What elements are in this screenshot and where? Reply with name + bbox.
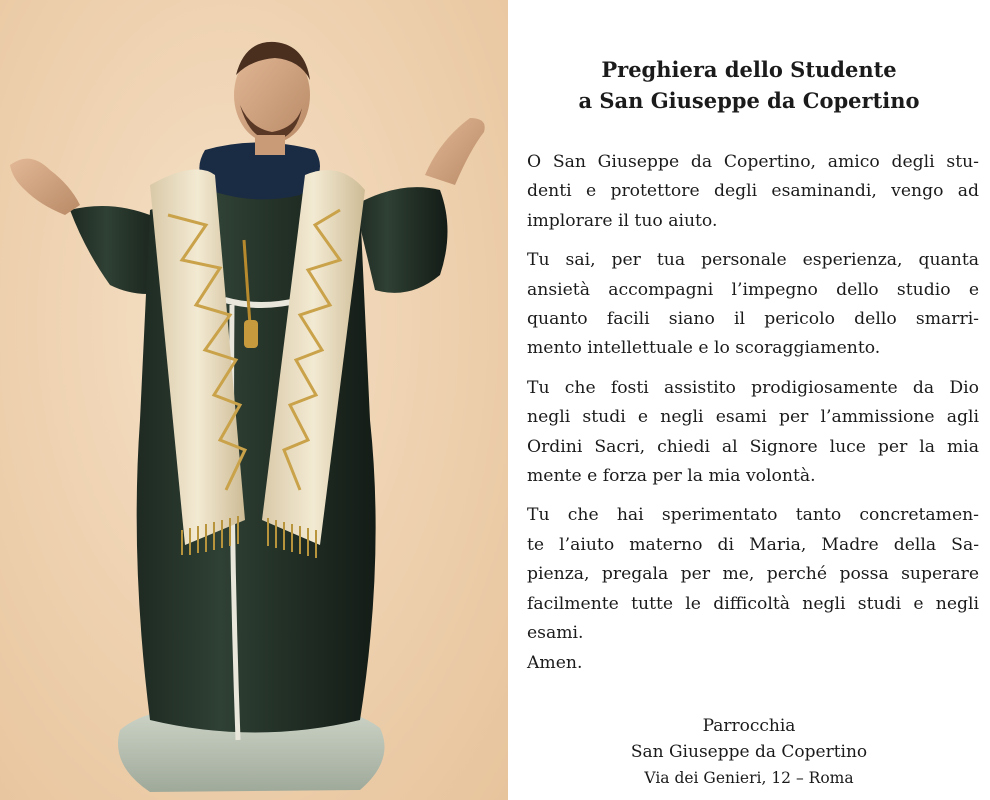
prayer-body <box>527 148 979 659</box>
footer-line-2: San Giuseppe da Copertino <box>630 742 868 762</box>
text-line: te l’aiuto materno di Maria, Madre della Sa- <box>527 534 979 555</box>
text-line: ansietà accompagni l’impegno dello studio e <box>527 279 979 300</box>
text-line: Tu che fosti assistito prodigiosamente da Dio <box>527 377 979 398</box>
text-line: Tu sai, per tua personale esperienza, quanta <box>527 250 979 271</box>
text-line: Tu che hai sperimentato tanto concretamen- <box>527 505 979 526</box>
paragraph <box>527 246 979 364</box>
text-line: Ordini Sacri, chiedi al Signore luce per la mia <box>527 436 979 457</box>
text-line: facilmente tutte le difficoltà negli studi e negli <box>527 593 979 614</box>
text-line: implorare il tuo aiuto. <box>527 210 718 231</box>
text-line: negli studi e negli esami per l’ammissione agli <box>527 407 979 428</box>
right-hand <box>425 118 485 185</box>
left-hand <box>10 159 80 215</box>
text-line: esami. <box>527 623 584 644</box>
text-line: denti e protettore degli esaminandi, vengo ad <box>527 181 979 202</box>
text-line: mento intellettuale e lo scoraggiamento. <box>527 338 881 359</box>
paragraph <box>527 148 979 236</box>
closing-amen: Amen. <box>527 653 583 673</box>
text-line: quanto facili siano il pericolo dello smarri- <box>527 309 979 330</box>
paragraph <box>527 501 979 648</box>
title-line-2: a San Giuseppe da Copertino <box>578 88 920 113</box>
text-line: pienza, pregala per me, perché possa superare <box>527 564 979 585</box>
footer-address: Via dei Genieri, 12 – Roma <box>644 769 854 787</box>
text-line: mente e forza per la mia volontà. <box>527 466 816 487</box>
footer-line-1: Parrocchia <box>702 716 796 736</box>
text-line: O San Giuseppe da Copertino, amico degli stu- <box>527 152 979 172</box>
paragraph <box>527 374 979 492</box>
title-line-1: Preghiera dello Studente <box>601 57 897 82</box>
prayer-title <box>508 54 990 116</box>
prayer-text-panel <box>508 0 990 800</box>
parish-footer <box>508 713 990 791</box>
